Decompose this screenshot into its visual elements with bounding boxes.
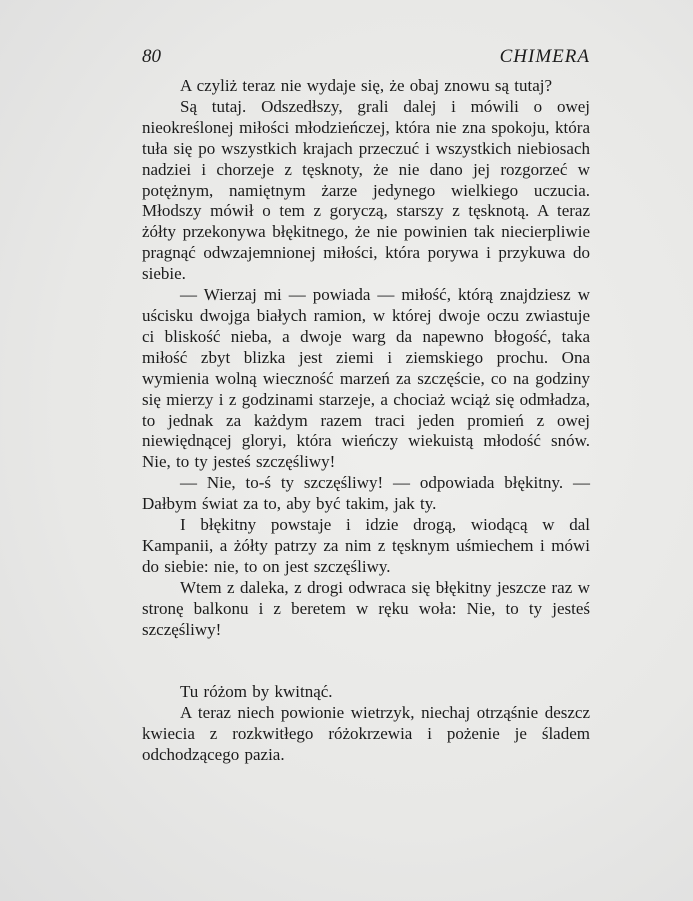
- running-title: CHIMERA: [499, 46, 590, 67]
- paragraph: — Wierzaj mi — powiada — miłość, którą znajdziesz w uścisku dwojga białych ramion, w której dwoje oczu zwiastuje ci bliskość nieba, a dwoje warg da napewno błogość, taka miłość zbyt blizka jest ziemi i ziemskiego prochu. Ona wymienia wolną wieczność marzeń za szczęście, co na godziny się mierzy i z godzinami starzeje, a chociaż wciąż się odmładza, to jednak za każdym razem traci jeden promień z owej niewiędnącej gloryi, która wieńczy wiekuistą młodość snów. Nie, to ty jesteś szczęśliwy!: [142, 285, 590, 472]
- paragraph: Wtem z daleka, z drogi odwraca się błękitny jeszcze raz w stronę balkonu i z beretem w ręku woła: Nie, to ty jesteś szczęśliwy!: [142, 577, 590, 639]
- body-text: [142, 76, 590, 766]
- paragraph: Są tutaj. Odszedłszy, grali dalej i mówili o owej nieokreślonej miłości młodzieńczej, która nie zna spokoju, która tuła się po wszystkich krajach przeczuć i wszystkich niebiosach nadziei i chorzeje z tęsknoty, że nie dano jej rozgorzeć w potężnym, namiętnym żarze jedynego wielkiego uczucia. Młodszy mówił o tem z goryczą, starszy z tęsknotą. A teraz żółty przekonywa błękitnego, że nie powinien tak niecierpliwie pragnąć odwzajemnionej miłości, która porywa i przykuwa do siebie.: [142, 96, 590, 284]
- page-header: [142, 44, 590, 70]
- paragraph: A czyliż teraz nie wydaje się, że obaj znowu są tutaj?: [180, 76, 553, 95]
- paragraph: — Nie, to-ś ty szczęśliwy! — odpowiada błękitny. — Dałbym świat za to, aby być takim, jak ty.: [142, 473, 590, 514]
- paragraph: A teraz niech powionie wietrzyk, niechaj otrząśnie deszcz kwiecia z rozkwitłego różokrzewia i pożenie je śladem odchodzącego pazia.: [142, 703, 590, 765]
- paragraph: Tu różom by kwitnąć.: [180, 682, 333, 702]
- page-number: 80: [142, 46, 161, 67]
- paragraph: I błękitny powstaje i idzie drogą, wiodącą w dal Kampanii, a żółty patrzy za nim z tęsknym uśmiechem i mówi do siebie: nie, to on jest szczęśliwy.: [142, 515, 590, 576]
